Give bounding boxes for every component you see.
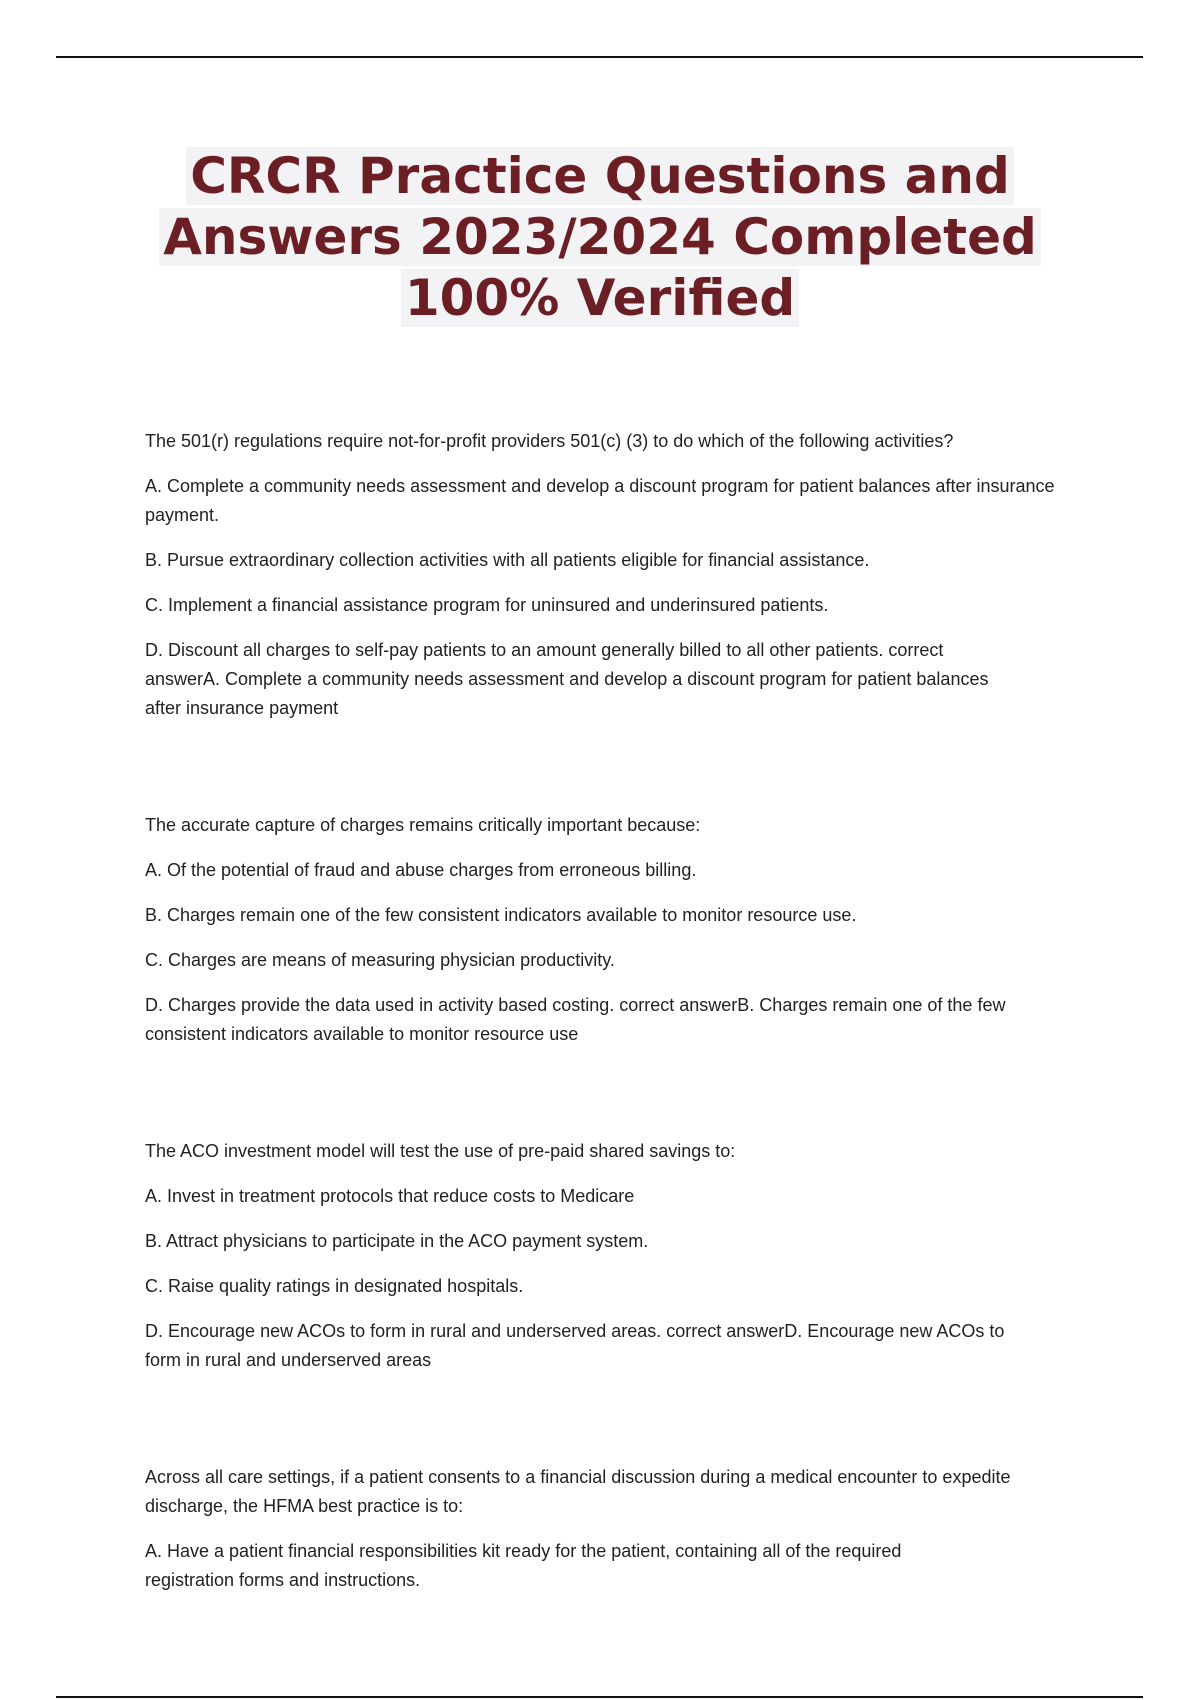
question-text: Across all care settings, if a patient consents to a financial discussion during a medical encounter to expedite discharge, the HFMA best practice is to: (145, 1467, 1011, 1516)
answer-option-d: D. Charges provide the data used in activity based costing. correct answerB. Charges remain one of the few consistent indicators available to monitor resource use (145, 995, 1006, 1044)
title-line-2: Answers 2023/2024 Completed (163, 208, 1037, 266)
answer-option-d: D. Encourage new ACOs to form in rural and underserved areas. correct answerD. Encourage new ACOs to form in rural and underserved areas (145, 1321, 1005, 1370)
answer-option-b: B. Charges remain one of the few consistent indicators available to monitor resource use. (145, 905, 857, 925)
answer-option-a: A. Complete a community needs assessment and develop a discount program for patient balances after insurance payment. (145, 476, 1055, 525)
questions-section (145, 427, 1085, 1611)
question-2 (145, 811, 1085, 1049)
answer-option-b: B. Pursue extraordinary collection activities with all patients eligible for financial assistance. (145, 550, 870, 570)
question-text: The 501(r) regulations require not-for-profit providers 501(c) (3) to do which of the following activities? (145, 431, 954, 451)
bottom-rule (56, 1696, 1143, 1698)
question-1 (145, 427, 1085, 723)
title-line-3: 100% Verified (404, 269, 796, 327)
answer-option-c: C. Charges are means of measuring physician productivity. (145, 950, 615, 970)
answer-option-d: D. Discount all charges to self-pay patients to an amount generally billed to all other patients. correct answerA. Complete a community needs assessment and develop a discount program for patient balances after insurance payment (145, 640, 989, 718)
answer-option-a: A. Of the potential of fraud and abuse charges from erroneous billing. (145, 860, 697, 880)
question-text: The accurate capture of charges remains critically important because: (145, 815, 701, 835)
answer-option-a: A. Have a patient financial responsibilities kit ready for the patient, containing all of the required registration forms and instructions. (145, 1541, 902, 1590)
question-text: The ACO investment model will test the use of pre-paid shared savings to: (145, 1141, 736, 1161)
question-4 (145, 1463, 1085, 1595)
top-rule (56, 56, 1143, 58)
title-line-1: CRCR Practice Questions and (190, 147, 1010, 205)
question-3 (145, 1137, 1085, 1375)
document-title-block (0, 146, 1200, 329)
answer-option-c: C. Implement a financial assistance program for uninsured and underinsured patients. (145, 595, 829, 615)
document-title (159, 147, 1041, 327)
answer-option-c: C. Raise quality ratings in designated hospitals. (145, 1276, 524, 1296)
answer-option-a: A. Invest in treatment protocols that reduce costs to Medicare (145, 1186, 635, 1206)
answer-option-b: B. Attract physicians to participate in the ACO payment system. (145, 1231, 649, 1251)
